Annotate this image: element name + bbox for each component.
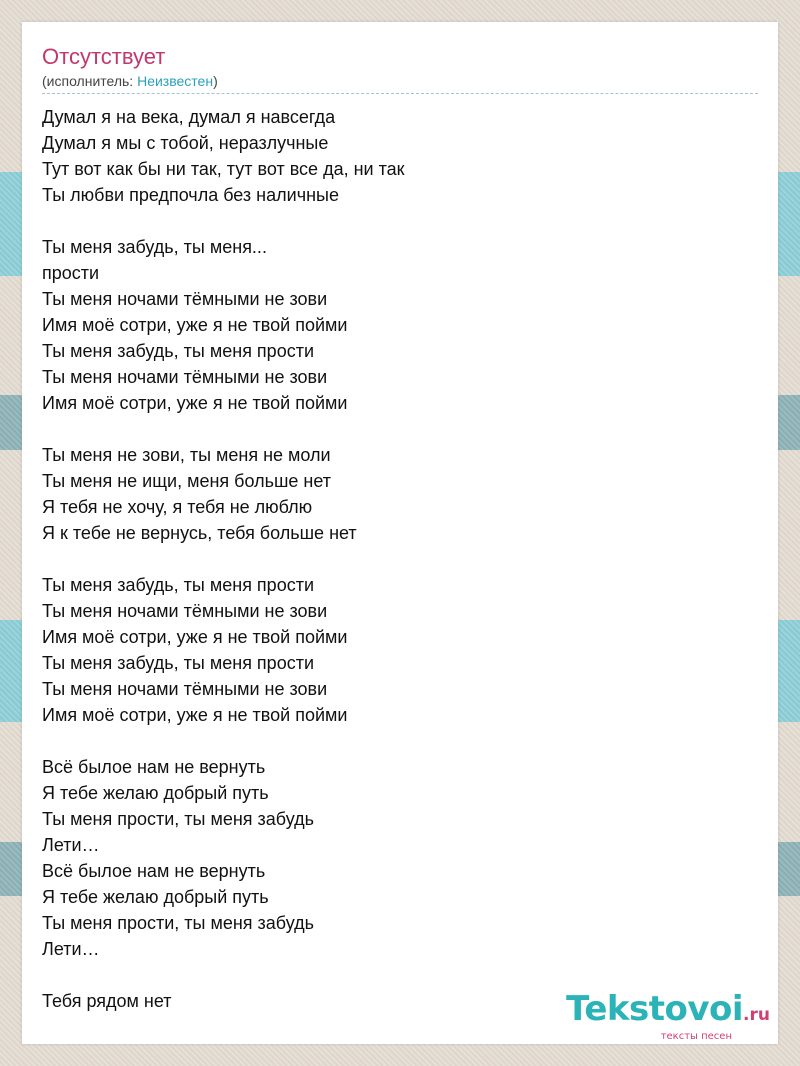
lyric-line: Ты меня ночами тёмными не зови <box>42 601 328 621</box>
lyric-line: Имя моё сотри, уже я не твой пойми <box>42 627 348 647</box>
lyric-line: Тебя рядом нет <box>42 991 172 1011</box>
lyric-blank-line <box>42 208 758 234</box>
lyric-line: Ты меня прости, ты меня забудь <box>42 809 315 829</box>
lyric-line: Ты меня забудь, ты меня прости <box>42 653 315 673</box>
lyric-line: Ты меня забудь, ты меня... <box>42 237 267 257</box>
artist-link[interactable]: Неизвестен <box>137 73 214 89</box>
logo-wordmark <box>566 989 770 1032</box>
lyric-line: Тут вот как бы ни так, тут вот все да, ни так <box>42 159 405 179</box>
song-title: Отсутствует <box>42 44 166 69</box>
lyric-line: Имя моё сотри, уже я не твой пойми <box>42 393 348 413</box>
lyric-line: Ты меня прости, ты меня забудь <box>42 913 315 933</box>
lyric-line: Я тебе желаю добрый путь <box>42 783 269 803</box>
lyric-line: Имя моё сотри, уже я не твой пойми <box>42 705 348 725</box>
lyric-line: Ты любви предпочла без наличные <box>42 185 339 205</box>
lyric-line: Ты меня ночами тёмными не зови <box>42 679 328 699</box>
lyric-blank-line <box>42 546 758 572</box>
lyric-line: Ты меня ночами тёмными не зови <box>42 367 328 387</box>
lyric-blank-line <box>42 416 758 442</box>
lyric-line: Лети… <box>42 835 100 855</box>
artist-close: ) <box>213 73 218 89</box>
logo-tagline: тексты песен <box>660 1031 732 1042</box>
lyric-line: Ты меня ночами тёмными не зови <box>42 289 328 309</box>
lyric-line: Всё былое нам не вернуть <box>42 861 266 881</box>
lyric-line: Ты меня не зови, ты меня не моли <box>42 445 331 465</box>
lyrics-text <box>42 104 758 1014</box>
logo-name: Tekstovoi <box>566 989 744 1029</box>
artist-byline <box>42 72 218 90</box>
title-divider <box>42 93 758 94</box>
lyric-line: Ты меня забудь, ты меня прости <box>42 575 315 595</box>
lyric-line: Я к тебе не вернусь, тебя больше нет <box>42 523 357 543</box>
lyric-blank-line <box>42 962 758 988</box>
lyric-line: Ты меня забудь, ты меня прости <box>42 341 315 361</box>
lyric-line: Ты меня не ищи, меня больше нет <box>42 471 332 491</box>
lyric-line: прости <box>42 263 100 283</box>
lyric-line: Думал я на века, думал я навсегда <box>42 107 336 127</box>
lyric-line: Всё былое нам не вернуть <box>42 757 266 777</box>
artist-label: (исполнитель: <box>42 73 138 89</box>
logo-tld: .ru <box>743 1005 770 1025</box>
lyric-line: Я тебя не хочу, я тебя не люблю <box>42 497 313 517</box>
lyric-line: Имя моё сотри, уже я не твой пойми <box>42 315 348 335</box>
lyric-line: Думал я мы с тобой, неразлучные <box>42 133 329 153</box>
lyric-blank-line <box>42 728 758 754</box>
site-logo[interactable] <box>566 989 770 1042</box>
lyrics-card <box>22 22 778 1044</box>
lyric-line: Лети… <box>42 939 100 959</box>
lyric-line: Я тебе желаю добрый путь <box>42 887 269 907</box>
